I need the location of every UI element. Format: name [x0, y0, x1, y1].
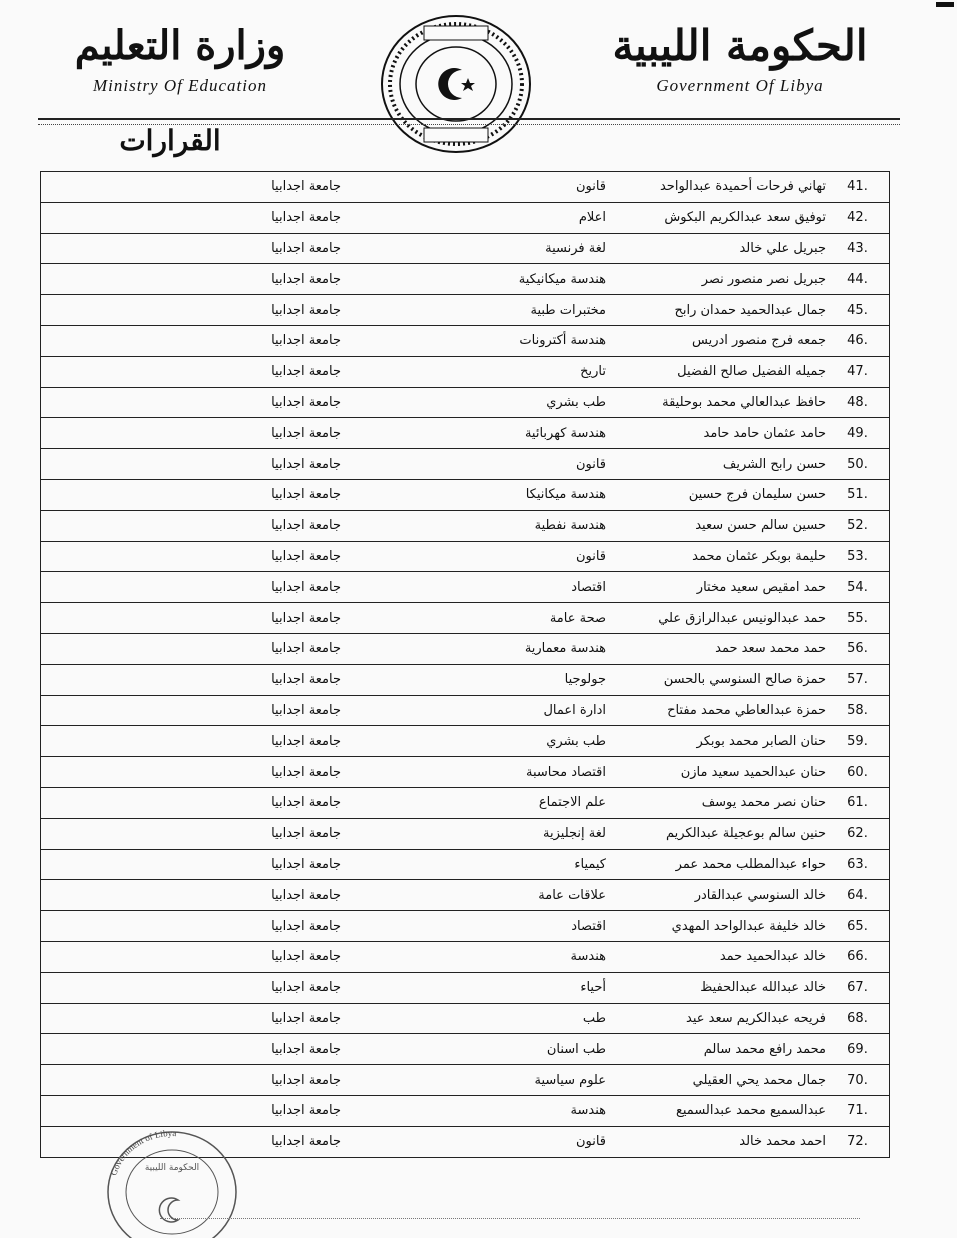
major-cell: ادارة اعمال [341, 695, 606, 726]
major-cell: هندسة كهربائية [341, 418, 606, 449]
row-number-cell: 51. [826, 479, 890, 510]
row-number-cell: 61. [826, 787, 890, 818]
table-row [41, 664, 890, 695]
name-cell: حسن سليمان فرج حسين [606, 479, 826, 510]
row-number-cell: 50. [826, 449, 890, 480]
university-cell: جامعة اجدابيا [41, 849, 342, 880]
table-row [41, 787, 890, 818]
government-name-arabic: الحكومة الليبية [612, 21, 868, 70]
table-row [41, 849, 890, 880]
name-cell: عبدالسميع محمد عبدالسميع [606, 1095, 826, 1126]
name-cell: فريحه عبدالكريم سعد عيد [606, 1003, 826, 1034]
university-cell: جامعة اجدابيا [41, 757, 342, 788]
row-number-cell: 43. [826, 233, 890, 264]
name-cell: حمد محمد سعد حمد [606, 633, 826, 664]
university-cell: جامعة اجدابيا [41, 1095, 342, 1126]
row-number-cell: 52. [826, 510, 890, 541]
major-cell: قانون [341, 1126, 606, 1157]
table-row [41, 202, 890, 233]
row-number-cell: 47. [826, 356, 890, 387]
university-cell: جامعة اجدابيا [41, 541, 342, 572]
university-cell: جامعة اجدابيا [41, 295, 342, 326]
row-number-cell: 65. [826, 911, 890, 942]
university-cell: جامعة اجدابيا [41, 479, 342, 510]
university-cell: جامعة اجدابيا [41, 1003, 342, 1034]
name-cell: حمزة عبدالعاطي محمد مفتاح [606, 695, 826, 726]
university-cell: جامعة اجدابيا [41, 726, 342, 757]
row-number-cell: 68. [826, 1003, 890, 1034]
major-cell: مختبرات طبية [341, 295, 606, 326]
ministry-name-arabic: وزارة التعليم [74, 22, 286, 69]
stamp-text-english: Government of Libya [108, 1127, 177, 1177]
name-cell: محمد رافع محمد سالم [606, 1034, 826, 1065]
major-cell: صحة عامة [341, 603, 606, 634]
university-cell: جامعة اجدابيا [41, 387, 342, 418]
name-cell: حنان عبدالحميد سعيد مازن [606, 757, 826, 788]
row-number-cell: 70. [826, 1065, 890, 1096]
university-cell: جامعة اجدابيا [41, 787, 342, 818]
university-cell: جامعة اجدابيا [41, 449, 342, 480]
major-cell: قانون [341, 541, 606, 572]
name-cell: حليمة بوبكر عثمان محمد [606, 541, 826, 572]
name-cell: حمزة صالح السنوسي بالحسن [606, 664, 826, 695]
table-row [41, 264, 890, 295]
row-number-cell: 48. [826, 387, 890, 418]
major-cell: هندسة [341, 1095, 606, 1126]
name-cell: حسن رابح الشريف [606, 449, 826, 480]
name-cell: حامد عثمان حامد حامد [606, 418, 826, 449]
table-row [41, 941, 890, 972]
row-number-cell: 44. [826, 264, 890, 295]
table-row [41, 911, 890, 942]
name-cell: حنان الصابر محمد بوبكر [606, 726, 826, 757]
table-row [41, 603, 890, 634]
major-cell: تاريخ [341, 356, 606, 387]
university-cell: جامعة اجدابيا [41, 325, 342, 356]
row-number-cell: 63. [826, 849, 890, 880]
row-number-cell: 56. [826, 633, 890, 664]
major-cell: اعلام [341, 202, 606, 233]
university-cell: جامعة اجدابيا [41, 1126, 342, 1157]
row-number-cell: 72. [826, 1126, 890, 1157]
major-cell: هندسة معمارية [341, 633, 606, 664]
major-cell: هندسة نفطية [341, 510, 606, 541]
footer-divider [160, 1218, 860, 1219]
ministry-block [60, 18, 300, 96]
table-row [41, 295, 890, 326]
major-cell: هندسة أكترونات [341, 325, 606, 356]
table-row [41, 880, 890, 911]
major-cell: جولوجيا [341, 664, 606, 695]
row-number-cell: 45. [826, 295, 890, 326]
major-cell: علم الاجتماع [341, 787, 606, 818]
name-cell: حسين سالم حسن سعيد [606, 510, 826, 541]
table-row [41, 449, 890, 480]
name-cell: حافظ عبدالعالي محمد بوحليقة [606, 387, 826, 418]
major-cell: طب اسنان [341, 1034, 606, 1065]
university-cell: جامعة اجدابيا [41, 264, 342, 295]
university-cell: جامعة اجدابيا [41, 972, 342, 1003]
ministry-name-english: Ministry Of Education [93, 76, 267, 95]
table-row [41, 1065, 890, 1096]
name-cell: تهاني فرحات أحميدة عبدالواحد [606, 172, 826, 203]
university-cell: جامعة اجدابيا [41, 172, 342, 203]
row-number-cell: 55. [826, 603, 890, 634]
major-cell: لغة إنجليزية [341, 818, 606, 849]
name-cell: حمد امقيص سعيد مختار [606, 572, 826, 603]
table-row [41, 356, 890, 387]
university-cell: جامعة اجدابيا [41, 633, 342, 664]
major-cell: هندسة ميكانيكية [341, 264, 606, 295]
table-row [41, 479, 890, 510]
university-cell: جامعة اجدابيا [41, 941, 342, 972]
university-cell: جامعة اجدابيا [41, 818, 342, 849]
university-cell: جامعة اجدابيا [41, 572, 342, 603]
table-row [41, 972, 890, 1003]
table-row [41, 633, 890, 664]
government-emblem [376, 12, 536, 157]
row-number-cell: 69. [826, 1034, 890, 1065]
university-cell: جامعة اجدابيا [41, 695, 342, 726]
row-number-cell: 62. [826, 818, 890, 849]
row-number-cell: 57. [826, 664, 890, 695]
row-number-cell: 53. [826, 541, 890, 572]
table-row [41, 757, 890, 788]
table-row [41, 418, 890, 449]
university-cell: جامعة اجدابيا [41, 202, 342, 233]
table-row [41, 387, 890, 418]
university-cell: جامعة اجدابيا [41, 510, 342, 541]
major-cell: قانون [341, 172, 606, 203]
table-row [41, 510, 890, 541]
major-cell: قانون [341, 449, 606, 480]
major-cell: أحياء [341, 972, 606, 1003]
section-title: القرارات [119, 124, 221, 157]
letterhead [0, 0, 957, 170]
name-cell: خالد خليفة عبدالواحد المهدي [606, 911, 826, 942]
decisions-table-body [41, 172, 890, 1158]
row-number-cell: 60. [826, 757, 890, 788]
row-number-cell: 42. [826, 202, 890, 233]
university-cell: جامعة اجدابيا [41, 880, 342, 911]
name-cell: جميله الفضيل صالح الفضيل [606, 356, 826, 387]
stamp-text-arabic: الحكومة الليبية [144, 1163, 200, 1173]
university-cell: جامعة اجدابيا [41, 418, 342, 449]
row-number-cell: 59. [826, 726, 890, 757]
major-cell: اقتصاد [341, 572, 606, 603]
government-block [600, 18, 880, 96]
row-number-cell: 54. [826, 572, 890, 603]
major-cell: علاقات عامة [341, 880, 606, 911]
major-cell: علوم سياسية [341, 1065, 606, 1096]
name-cell: جمال عبدالحميد حمدان رابح [606, 295, 826, 326]
government-name-english: Government Of Libya [656, 76, 824, 95]
row-number-cell: 41. [826, 172, 890, 203]
name-cell: حنين سالم بوعجيلة عبدالكريم [606, 818, 826, 849]
name-cell: خالد عبدالله عبدالحفيظ [606, 972, 826, 1003]
table-row [41, 233, 890, 264]
table-row [41, 541, 890, 572]
row-number-cell: 71. [826, 1095, 890, 1126]
major-cell: هندسة [341, 941, 606, 972]
major-cell: كيمياء [341, 849, 606, 880]
name-cell: خالد السنوسي عبدالقادر [606, 880, 826, 911]
name-cell: جبريل نصر منصور نصر [606, 264, 826, 295]
university-cell: جامعة اجدابيا [41, 233, 342, 264]
row-number-cell: 49. [826, 418, 890, 449]
row-number-cell: 46. [826, 325, 890, 356]
name-cell: احمد محمد خالد [606, 1126, 826, 1157]
decisions-table [40, 171, 890, 1158]
row-number-cell: 64. [826, 880, 890, 911]
name-cell: جمال محمد يحي العقيلي [606, 1065, 826, 1096]
row-number-cell: 58. [826, 695, 890, 726]
university-cell: جامعة اجدابيا [41, 1034, 342, 1065]
major-cell: طب بشري [341, 726, 606, 757]
name-cell: حمد عبدالونيس عبدالرازق علي [606, 603, 826, 634]
row-number-cell: 67. [826, 972, 890, 1003]
major-cell: لغة فرنسية [341, 233, 606, 264]
table-row [41, 818, 890, 849]
row-number-cell: 66. [826, 941, 890, 972]
table-row [41, 172, 890, 203]
university-cell: جامعة اجدابيا [41, 356, 342, 387]
major-cell: هندسة ميكانيكا [341, 479, 606, 510]
official-stamp [92, 1120, 252, 1238]
table-row [41, 1003, 890, 1034]
university-cell: جامعة اجدابيا [41, 1065, 342, 1096]
name-cell: جمعه فرج منصور ادريس [606, 325, 826, 356]
table-row [41, 695, 890, 726]
table-row [41, 572, 890, 603]
name-cell: حنان نصر محمد يوسف [606, 787, 826, 818]
university-cell: جامعة اجدابيا [41, 664, 342, 695]
major-cell: طب بشري [341, 387, 606, 418]
university-cell: جامعة اجدابيا [41, 911, 342, 942]
name-cell: جبريل علي خالد [606, 233, 826, 264]
table-row [41, 325, 890, 356]
major-cell: اقتصاد [341, 911, 606, 942]
table-row [41, 1034, 890, 1065]
table-row [41, 726, 890, 757]
name-cell: حواء عبدالمطلب محمد عمر [606, 849, 826, 880]
university-cell: جامعة اجدابيا [41, 603, 342, 634]
name-cell: خالد عبدالحميد حمد [606, 941, 826, 972]
name-cell: توفيق سعد عبدالكريم البكوش [606, 202, 826, 233]
major-cell: طب [341, 1003, 606, 1034]
major-cell: اقتصاد محاسبة [341, 757, 606, 788]
